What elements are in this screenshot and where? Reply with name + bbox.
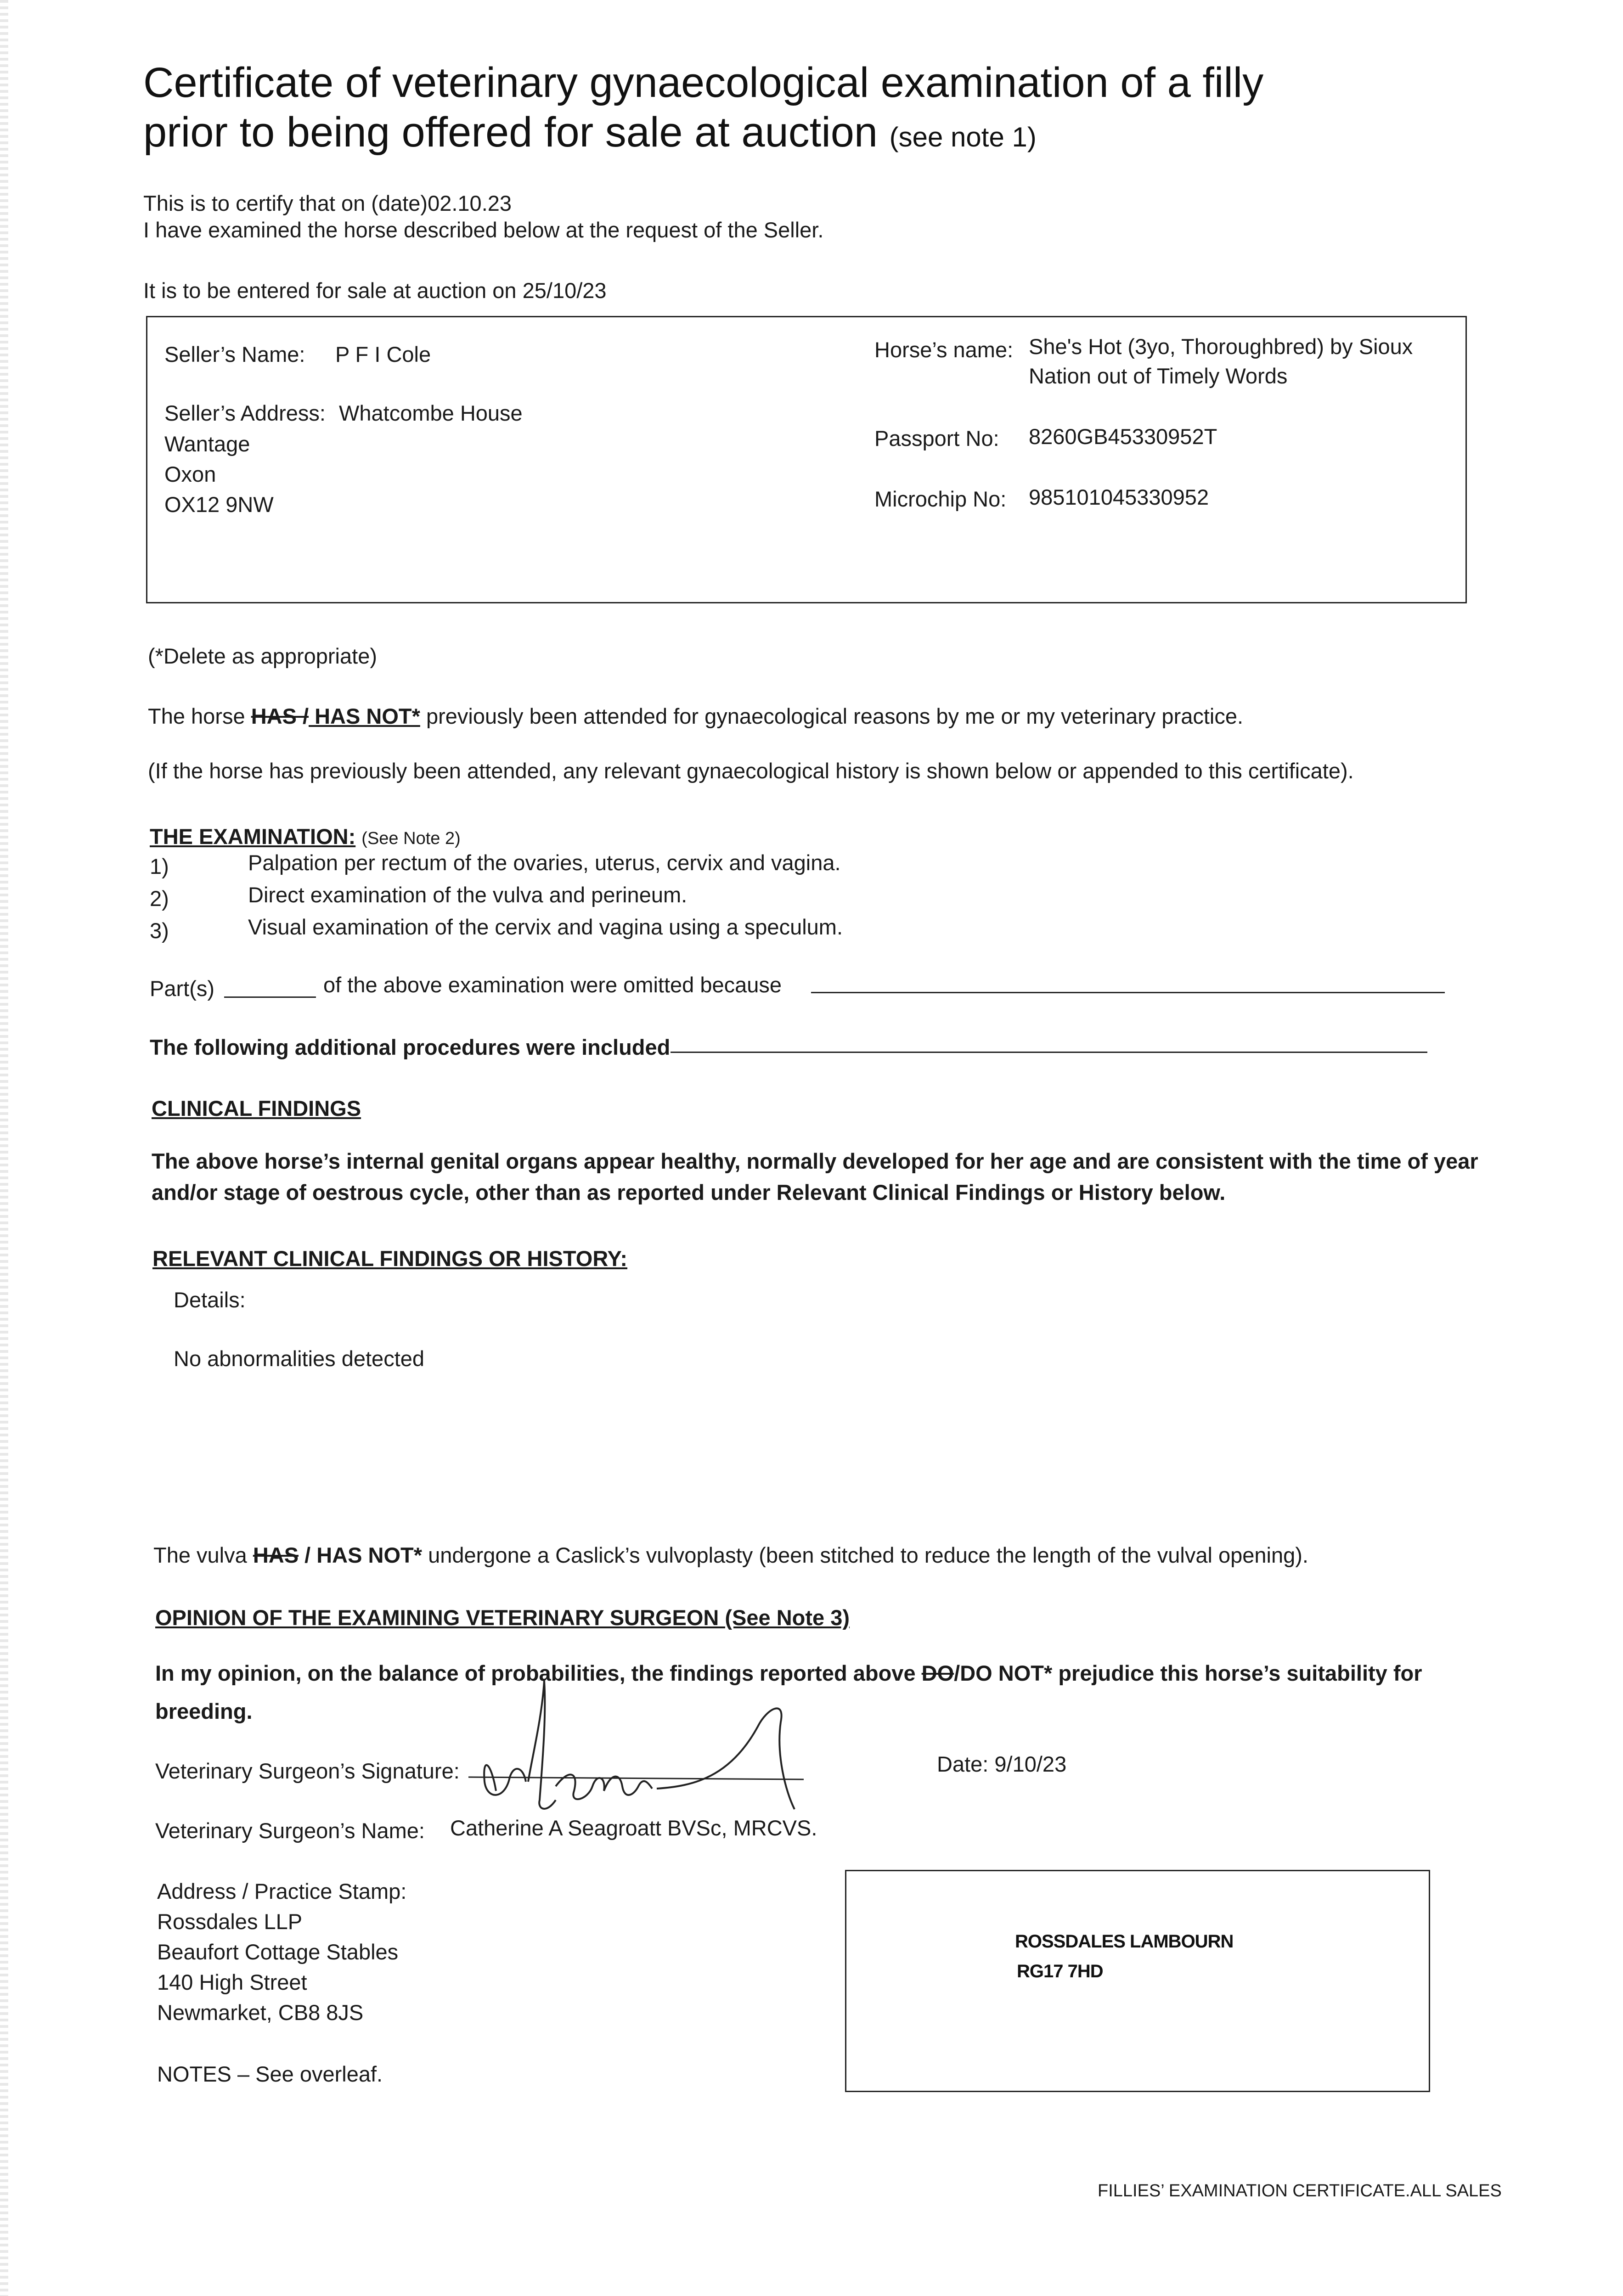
passport-label: Passport No: xyxy=(874,426,999,450)
exam-item-3-num: 3) xyxy=(150,918,169,943)
signature-image xyxy=(464,1662,813,1814)
title-note: (see note 1) xyxy=(889,122,1037,152)
opinion-line2: breeding. xyxy=(155,1699,253,1723)
horse-name-label: Horse’s name: xyxy=(874,338,1014,362)
stamp-line1: ROSSDALES LAMBOURN xyxy=(1015,1931,1234,1952)
auction-date-line: It is to be entered for sale at auction on 25/10/23 xyxy=(143,278,607,303)
horse-name-line2: Nation out of Timely Words xyxy=(1029,364,1288,388)
practice-line3: 140 High Street xyxy=(157,1970,307,1994)
relevant-findings-heading: RELEVANT CLINICAL FINDINGS OR HISTORY: xyxy=(152,1246,628,1271)
omitted-reason-label: of the above examination were omitted because xyxy=(323,973,782,997)
opinion-heading: OPINION OF THE EXAMINING VETERINARY SURGEON (See Note 3) xyxy=(155,1605,850,1630)
omitted-parts-label: Part(s) xyxy=(150,976,214,1001)
clinical-statement-line1: The above horse’s internal genital organs appear healthy, normally developed for her age and are consistent with the time of year xyxy=(152,1149,1478,1173)
history-note: (If the horse has previously been attended, any relevant gynaecological history is shown below or appended to this certificate). xyxy=(148,759,1354,783)
additional-procedures-label: The following additional procedures were included xyxy=(150,1035,671,1059)
has-struck: HAS / xyxy=(251,704,309,728)
seller-address-line2: Wantage xyxy=(164,432,250,456)
examined-line: I have examined the horse described below at the request of the Seller. xyxy=(143,218,824,242)
vulva-has-struck: HAS xyxy=(253,1543,299,1567)
vet-name-label: Veterinary Surgeon’s Name: xyxy=(155,1818,425,1843)
exam-item-2-text: Direct examination of the vulva and perineum. xyxy=(248,883,688,907)
practice-line2: Beaufort Cottage Stables xyxy=(157,1940,399,1964)
certify-date-line: This is to certify that on (date)02.10.23 xyxy=(143,191,512,215)
stamp-line2: RG17 7HD xyxy=(1017,1961,1103,1981)
notes-line: NOTES – See overleaf. xyxy=(157,2062,383,2086)
signature-date: Date: 9/10/23 xyxy=(937,1752,1067,1776)
seller-name-label: Seller’s Name: xyxy=(164,342,305,366)
vet-name-value: Catherine A Seagroatt BVSc, MRCVS. xyxy=(450,1816,817,1840)
has-not: HAS NOT* xyxy=(309,704,420,728)
clinical-statement-line2: and/or stage of oestrous cycle, other than as reported under Relevant Clinical Findings or History below. xyxy=(152,1180,1226,1204)
details-label: Details: xyxy=(174,1288,246,1312)
practice-line1: Rossdales LLP xyxy=(157,1909,303,1934)
exam-item-2-num: 2) xyxy=(150,886,169,911)
additional-procedures-field[interactable] xyxy=(671,1052,1427,1053)
omitted-parts-field[interactable] xyxy=(224,996,316,998)
footer-label: FILLIES’ EXAMINATION CERTIFICATE.ALL SALES xyxy=(1098,2181,1502,2200)
opinion-line1: In my opinion, on the balance of probabilities, the findings reported above DO/DO NOT* prejudice this horse’s suitability for xyxy=(155,1661,1422,1685)
clinical-findings-heading: CLINICAL FINDINGS xyxy=(152,1096,361,1120)
seller-address-line3: Oxon xyxy=(164,462,216,486)
seller-name-value: P F I Cole xyxy=(335,342,431,366)
seller-address-line4: OX12 9NW xyxy=(164,492,274,517)
seller-address-line1: Whatcombe House xyxy=(339,401,523,425)
examination-heading: THE EXAMINATION: (See Note 2) xyxy=(150,824,461,849)
page-title: Certificate of veterinary gynaecological examination of a filly xyxy=(143,59,1264,106)
microchip-label: Microchip No: xyxy=(874,487,1007,511)
attended-line: The horse HAS / HAS NOT* previously been attended for gynaecological reasons by me or my veterinary practice. xyxy=(148,704,1244,728)
details-value: No abnormalities detected xyxy=(174,1346,425,1371)
horse-name-line1: She's Hot (3yo, Thoroughbred) by Sioux xyxy=(1029,334,1413,359)
passport-value: 8260GB45330952T xyxy=(1029,424,1217,449)
vulva-line: The vulva HAS / HAS NOT* undergone a Caslick’s vulvoplasty (been stitched to reduce the length of the vulval opening). xyxy=(153,1543,1308,1567)
exam-item-1-text: Palpation per rectum of the ovaries, uterus, cervix and vagina. xyxy=(248,850,841,875)
practice-line4: Newmarket, CB8 8JS xyxy=(157,2000,364,2025)
page-title-line2: prior to being offered for sale at auction (see note 1) xyxy=(143,109,1037,156)
omitted-reason-field[interactable] xyxy=(811,992,1445,993)
signature-label: Veterinary Surgeon’s Signature: xyxy=(155,1759,460,1783)
scan-edge xyxy=(0,0,8,2296)
practice-label: Address / Practice Stamp: xyxy=(157,1879,407,1903)
seller-address-label: Seller’s Address: xyxy=(164,401,326,425)
exam-item-3-text: Visual examination of the cervix and vagina using a speculum. xyxy=(248,915,843,939)
exam-item-1-num: 1) xyxy=(150,854,169,878)
practice-stamp-box xyxy=(845,1870,1430,2092)
delete-note: (*Delete as appropriate) xyxy=(148,644,377,668)
microchip-value: 985101045330952 xyxy=(1029,485,1209,509)
do-struck: DO xyxy=(921,1661,954,1685)
vulva-has-not: / HAS NOT* xyxy=(299,1543,423,1567)
